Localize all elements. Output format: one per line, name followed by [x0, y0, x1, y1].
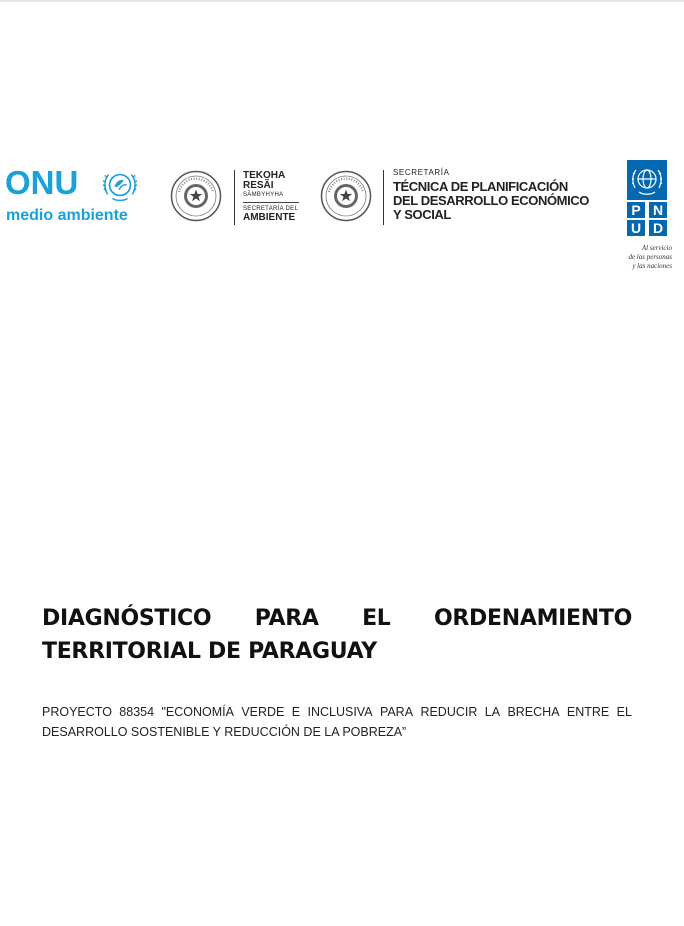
title-word: DIAGNÓSTICO — [42, 606, 212, 631]
stp-line-2: TÉCNICA DE PLANIFICACIÓN — [393, 179, 568, 194]
onu-medio-ambiente-logo — [5, 165, 140, 227]
subtitle-word: ENTRE — [566, 705, 610, 719]
subtitle-word: PARA — [379, 705, 414, 719]
tekoha-resai-logo — [243, 171, 313, 223]
tekoha-rule — [243, 202, 299, 203]
pnud-letter-u: U — [627, 220, 645, 236]
title-word: ORDENAMIENTO — [434, 606, 632, 631]
subtitle-word: E — [291, 705, 301, 719]
document-title — [42, 602, 632, 668]
stp-logo — [393, 168, 623, 222]
pnud-letter-n: N — [649, 202, 667, 218]
subtitle-line-1 — [42, 702, 632, 722]
stp-line-4: Y SOCIAL — [393, 207, 451, 222]
title-line-1 — [42, 602, 632, 635]
un-emblem-icon — [101, 166, 139, 204]
stp-line-1: SECRETARÍA — [393, 168, 450, 177]
subtitle-word: 88354 — [119, 705, 155, 719]
tekoha-line-1: TEKOHA — [243, 170, 286, 181]
subtitle-word: LA — [484, 705, 501, 719]
stp-line-3: DEL DESARROLLO ECONÓMICO — [393, 193, 590, 208]
pnud-emblem-box — [627, 160, 667, 200]
pnud-logo — [627, 160, 667, 238]
logo-divider — [383, 170, 384, 225]
title-word: PARA — [254, 606, 319, 631]
tekoha-line-3: SÃMBYHYHA — [243, 192, 284, 198]
tekoha-line-5: AMBIENTE — [243, 212, 296, 223]
subtitle-word: REDUCIR — [420, 705, 478, 719]
title-line-2: TERRITORIAL DE PARAGUAY — [42, 639, 377, 664]
subtitle-word: "ECONOMÍA — [161, 705, 234, 719]
subtitle-word: BRECHA — [507, 705, 560, 719]
onu-logo-subtitle: medio ambiente — [6, 207, 128, 224]
logo-divider — [234, 170, 235, 225]
subtitle-line-2: DESARROLLO SOSTENIBLE Y REDUCCIÓN DE LA POBREZA” — [42, 725, 407, 739]
un-emblem-icon — [627, 160, 667, 200]
subtitle-word: PROYECTO — [42, 705, 112, 719]
pnud-tagline — [606, 244, 672, 271]
pnud-tagline-line-3: y las naciones — [632, 262, 672, 270]
subtitle-word: EL — [616, 705, 632, 719]
onu-logo-word: ONU — [5, 164, 79, 201]
tekoha-line-2: RESÃI — [243, 180, 274, 191]
paraguay-republic-seal-icon — [320, 170, 372, 222]
title-word: EL — [362, 606, 391, 631]
pnud-tagline-line-2: de las personas — [628, 253, 672, 261]
pnud-letter-p: P — [627, 202, 645, 218]
pnud-letter-d: D — [649, 220, 667, 236]
tekoha-line-4: SECRETARÍA DEL — [243, 206, 299, 212]
subtitle-word: VERDE — [241, 705, 285, 719]
document-subtitle — [42, 702, 632, 742]
pnud-tagline-line-1: Al servicio — [641, 244, 672, 252]
subtitle-word: INCLUSIVA — [307, 705, 373, 719]
paraguay-republic-seal-icon — [170, 170, 222, 222]
page-top-edge — [0, 0, 684, 2]
